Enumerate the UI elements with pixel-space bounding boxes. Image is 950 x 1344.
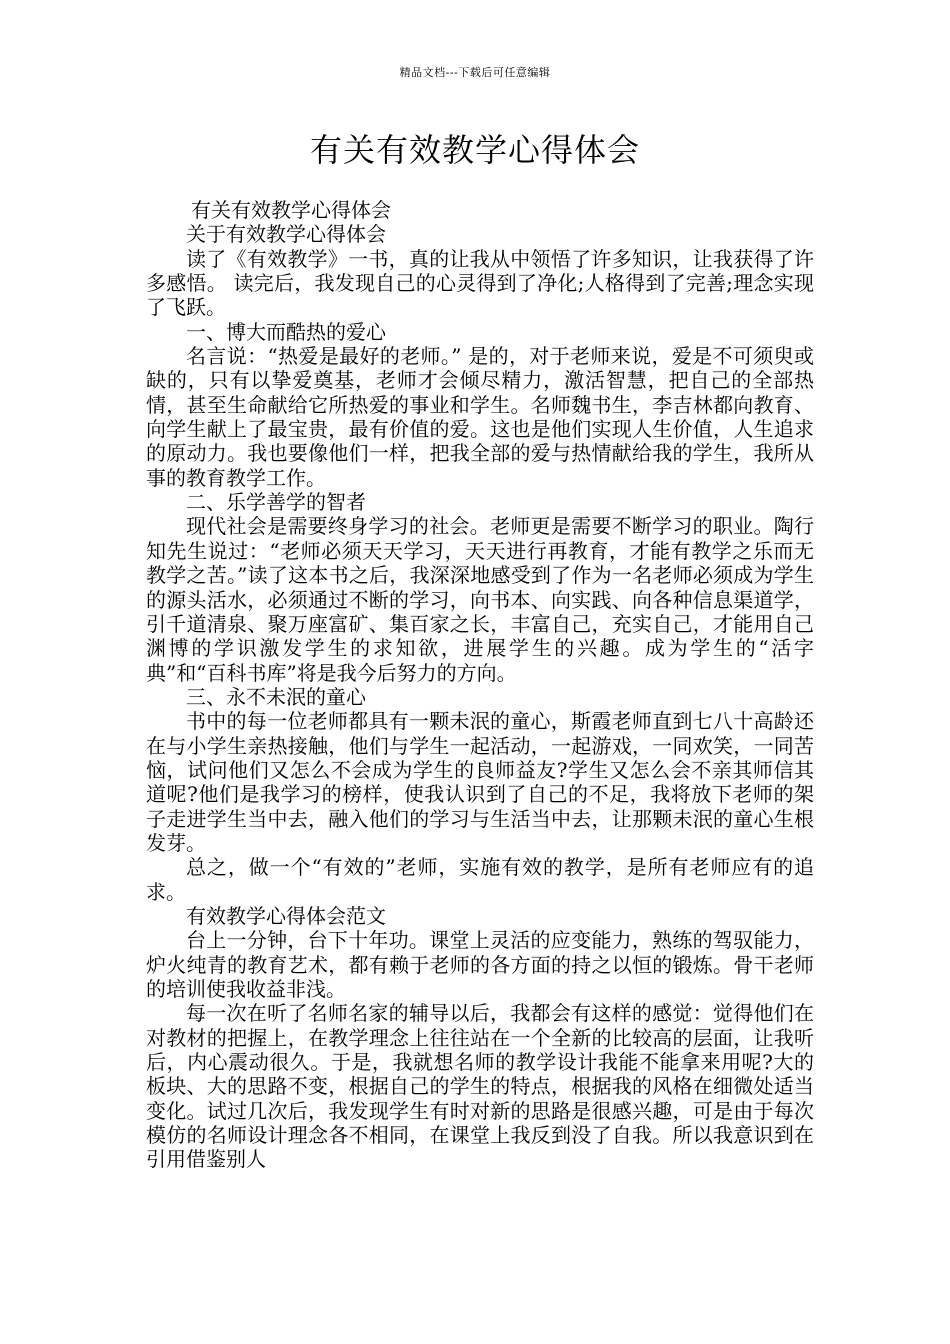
body-paragraph: 每一次在听了名师名家的辅导以后，我都会有这样的感觉：觉得他们在对教材的把握上，在教学理念上往往站在一个全新的比较高的层面，让我听后，内心震动很久。于是，我就想名师的教学设计我能不能拿来用呢?大的板块、大的思路不变，根据自己的学生的特点，根据我的风格在细微处适当变化。试过几次后，我发现学生有时对新的思路是很感兴趣，可是由于每次模仿的名师设计理念各不相同，在课堂上我反到没了自我。所以我意识到在引用借鉴别人 xyxy=(146,1001,814,1172)
document-title: 有关有效教学心得体会 xyxy=(309,131,640,169)
section-heading: 二、乐学善学的智者 xyxy=(186,490,366,515)
page-header: 精品文档---下载后可任意编辑 xyxy=(399,66,551,79)
subtitle-paragraph: 关于有效教学心得体会 xyxy=(186,222,386,247)
section-heading: 一、博大而酷热的爱心 xyxy=(186,319,386,344)
body-paragraph: 书中的每一位老师都具有一颗未泯的童心，斯霞老师直到七八十高龄还在与小学生亲热接触，他们与学生一起活动，一起游戏，一同欢笑，一同苦恼，试问他们又怎么不会成为学生的良师益友?学生又怎么会不亲其师信其道呢?他们是我学习的榜样，使我认识到了自己的不足，我将放下老师的架子走进学生当中去，融入他们的学习与生活当中去，让那颗未泯的童心生根发芽。 xyxy=(146,709,814,855)
intro-paragraph: 读了《有效教学》一书，真的让我从中领悟了许多知识，让我获得了许多感悟。 读完后，我发现自己的心灵得到了净化;人格得到了完善;理念实现了飞跃。 xyxy=(146,246,814,320)
section-heading: 有效教学心得体会范文 xyxy=(186,903,386,928)
subtitle-paragraph: 有关有效教学心得体会 xyxy=(191,198,391,222)
section-heading: 三、永不未泯的童心 xyxy=(186,684,366,709)
body-paragraph: 台上一分钟，台下十年功。课堂上灵活的应变能力，熟练的驾驭能力，炉火纯青的教育艺术，都有赖于老师的各方面的持之以恒的锻炼。骨干老师的培训使我收益非浅。 xyxy=(146,928,814,1001)
document-body xyxy=(146,198,814,1172)
body-paragraph: 名言说：“热爱是最好的老师。” 是的，对于老师来说，爱是不可须臾或缺的，只有以挚爱奠基，老师才会倾尽精力，激活智慧，把自己的全部热情，甚至生命献给它所热爱的事业和学生。名师魏书生，李吉林都向教育、向学生献上了最宝贵，最有价值的爱。这也是他们实现人生价值，人生追求的原动力。我也要像他们一样，把我全部的爱与热情献给我的学生，我所从事的教育教学工作。 xyxy=(146,344,814,490)
conclusion-paragraph: 总之，做一个“有效的”老师，实施有效的教学，是所有老师应有的追求。 xyxy=(146,855,814,904)
body-paragraph: 现代社会是需要终身学习的社会。老师更是需要不断学习的职业。陶行知先生说过：“老师必须天天学习，天天进行再教育，才能有教学之乐而无教学之苦。”读了这本书之后，我深深地感受到了作为一名老师必须成为学生的源头活水，必须通过不断的学习，向书本、向实践、向各种信息渠道学，引千道清泉、聚万座富矿、集百家之长，丰富自己，充实自己，才能用自己渊博的学识激发学生的求知欲，进展学生的兴趣。成为学生的“活字典”和“百科书库”将是我今后努力的方向。 xyxy=(146,514,814,685)
